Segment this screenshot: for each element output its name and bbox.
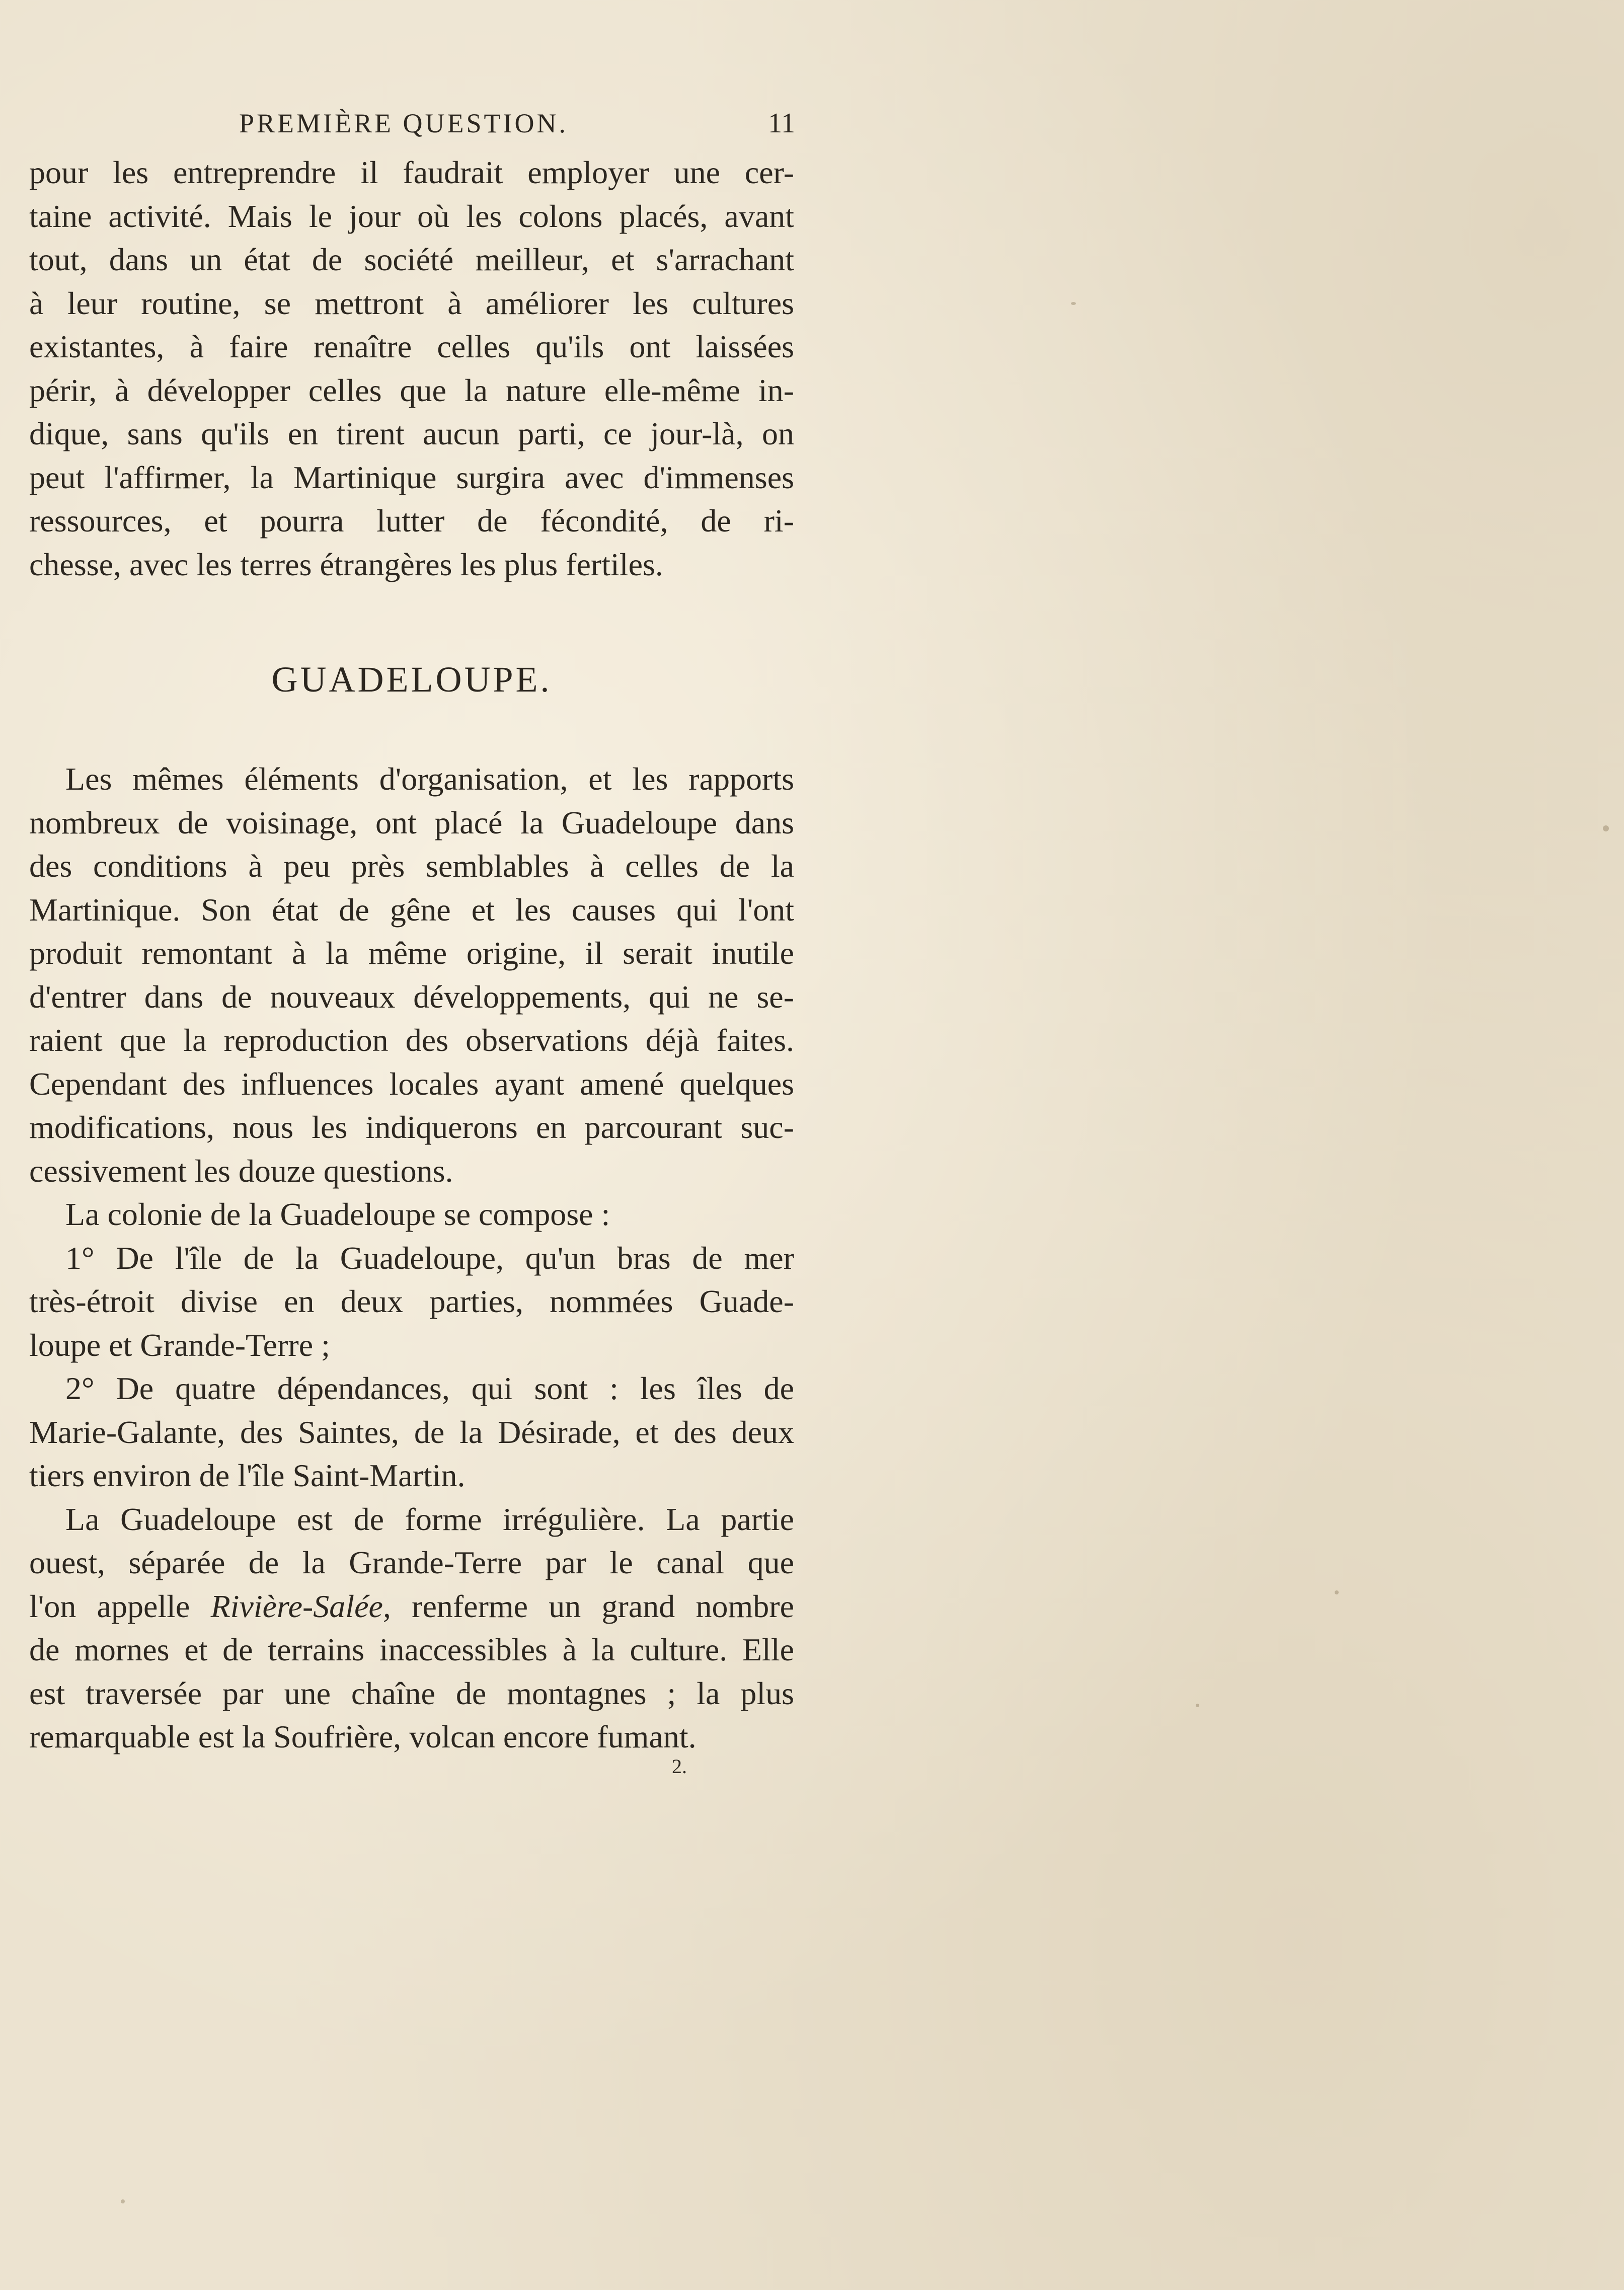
page-number: 11 <box>768 108 795 139</box>
paper-speck <box>1196 1704 1199 1707</box>
paragraph <box>29 151 794 586</box>
text-line: périr, à développer celles que la nature elle-même in- <box>29 372 794 408</box>
text-line: La Guadeloupe est de forme irrégulière. La partie <box>65 1501 794 1537</box>
section-heading: GUADELOUPE. <box>271 659 552 700</box>
paper-speck <box>1335 1590 1339 1594</box>
text-line: nombreux de voisinage, ont placé la Guadeloupe dans <box>29 804 794 841</box>
text-line: raient que la reproduction des observations déjà faites. <box>29 1022 794 1058</box>
text-line: remarquable est la Soufrière, volcan encore fumant. <box>29 1719 697 1754</box>
italic-place-name: Rivière-Salée, <box>210 1588 391 1624</box>
paragraph <box>29 757 794 1193</box>
text-line: à leur routine, se mettront à améliorer les cultures <box>29 285 794 321</box>
text-line: 1° De l'île de la Guadeloupe, qu'un bras de mer <box>65 1240 794 1276</box>
text-line: loupe et Grande-Terre ; <box>29 1327 330 1363</box>
text-line: d'entrer dans de nouveaux développements, qui ne se- <box>29 978 794 1015</box>
list-item <box>29 1237 794 1367</box>
text-line: 2° De quatre dépendances, qui sont : les îles de <box>65 1370 794 1406</box>
text-fragment: l'on appelle <box>29 1588 211 1624</box>
text-line: cessivement les douze questions. <box>29 1153 453 1189</box>
text-line: existantes, à faire renaître celles qu'ils ont laissées <box>29 329 794 364</box>
text-line: Martinique. Son état de gêne et les causes qui l'ont <box>29 891 794 928</box>
text-line: Marie-Galante, des Saintes, de la Désirade, et des deux <box>29 1414 794 1450</box>
text-line: de mornes et de terrains inaccessibles à la culture. Elle <box>29 1632 794 1667</box>
text-line <box>29 1585 794 1629</box>
text-line: La colonie de la Guadeloupe se compose : <box>65 1196 610 1232</box>
text-line: ressources, et pourra lutter de fécondité, de ri- <box>29 503 794 539</box>
running-title: PREMIÈRE QUESTION. <box>239 108 568 138</box>
guadeloupe-body <box>29 757 794 1759</box>
text-line: peut l'affirmer, la Martinique surgira avec d'immenses <box>29 459 794 495</box>
text-line: taine activité. Mais le jour où les colons placés, avant <box>29 198 794 234</box>
text-line: tout, dans un état de société meilleur, et s'arrachant <box>29 242 794 277</box>
text-line: Cependant des influences locales ayant amené quelques <box>29 1065 794 1102</box>
text-line: des conditions à peu près semblables à celles de la <box>29 848 794 884</box>
signature-mark: 2. <box>672 1755 687 1778</box>
text-line: pour les entreprendre il faudrait employer une cer- <box>29 155 794 190</box>
paragraph-martinique-conclusion <box>29 151 794 586</box>
text-line: tiers environ de l'île Saint-Martin. <box>29 1458 466 1493</box>
text-line: dique, sans qu'ils en tirent aucun parti, ce jour-là, on <box>29 416 794 451</box>
paragraph <box>29 1193 794 1237</box>
text-line: modifications, nous les indiquerons en parcourant suc- <box>29 1109 794 1145</box>
text-line: ouest, séparée de la Grande-Terre par le canal que <box>29 1545 794 1580</box>
running-head <box>221 103 795 143</box>
text-line: très-étroit divise en deux parties, nommées Guade- <box>29 1283 794 1319</box>
paper-speck <box>1071 302 1076 305</box>
paper-speck <box>1603 825 1609 831</box>
text-line: est traversée par une chaîne de montagnes ; la plus <box>29 1675 794 1711</box>
text-line: chesse, avec les terres étrangères les plus fertiles. <box>29 546 663 582</box>
paper-speck <box>121 2199 125 2203</box>
list-item <box>29 1367 794 1498</box>
text-line: produit remontant à la même origine, il serait inutile <box>29 935 794 971</box>
text-line: Les mêmes éléments d'organisation, et les rapports <box>65 761 794 797</box>
text-fragment: renferme un grand nombre <box>391 1588 795 1624</box>
paragraph <box>29 1498 794 1759</box>
